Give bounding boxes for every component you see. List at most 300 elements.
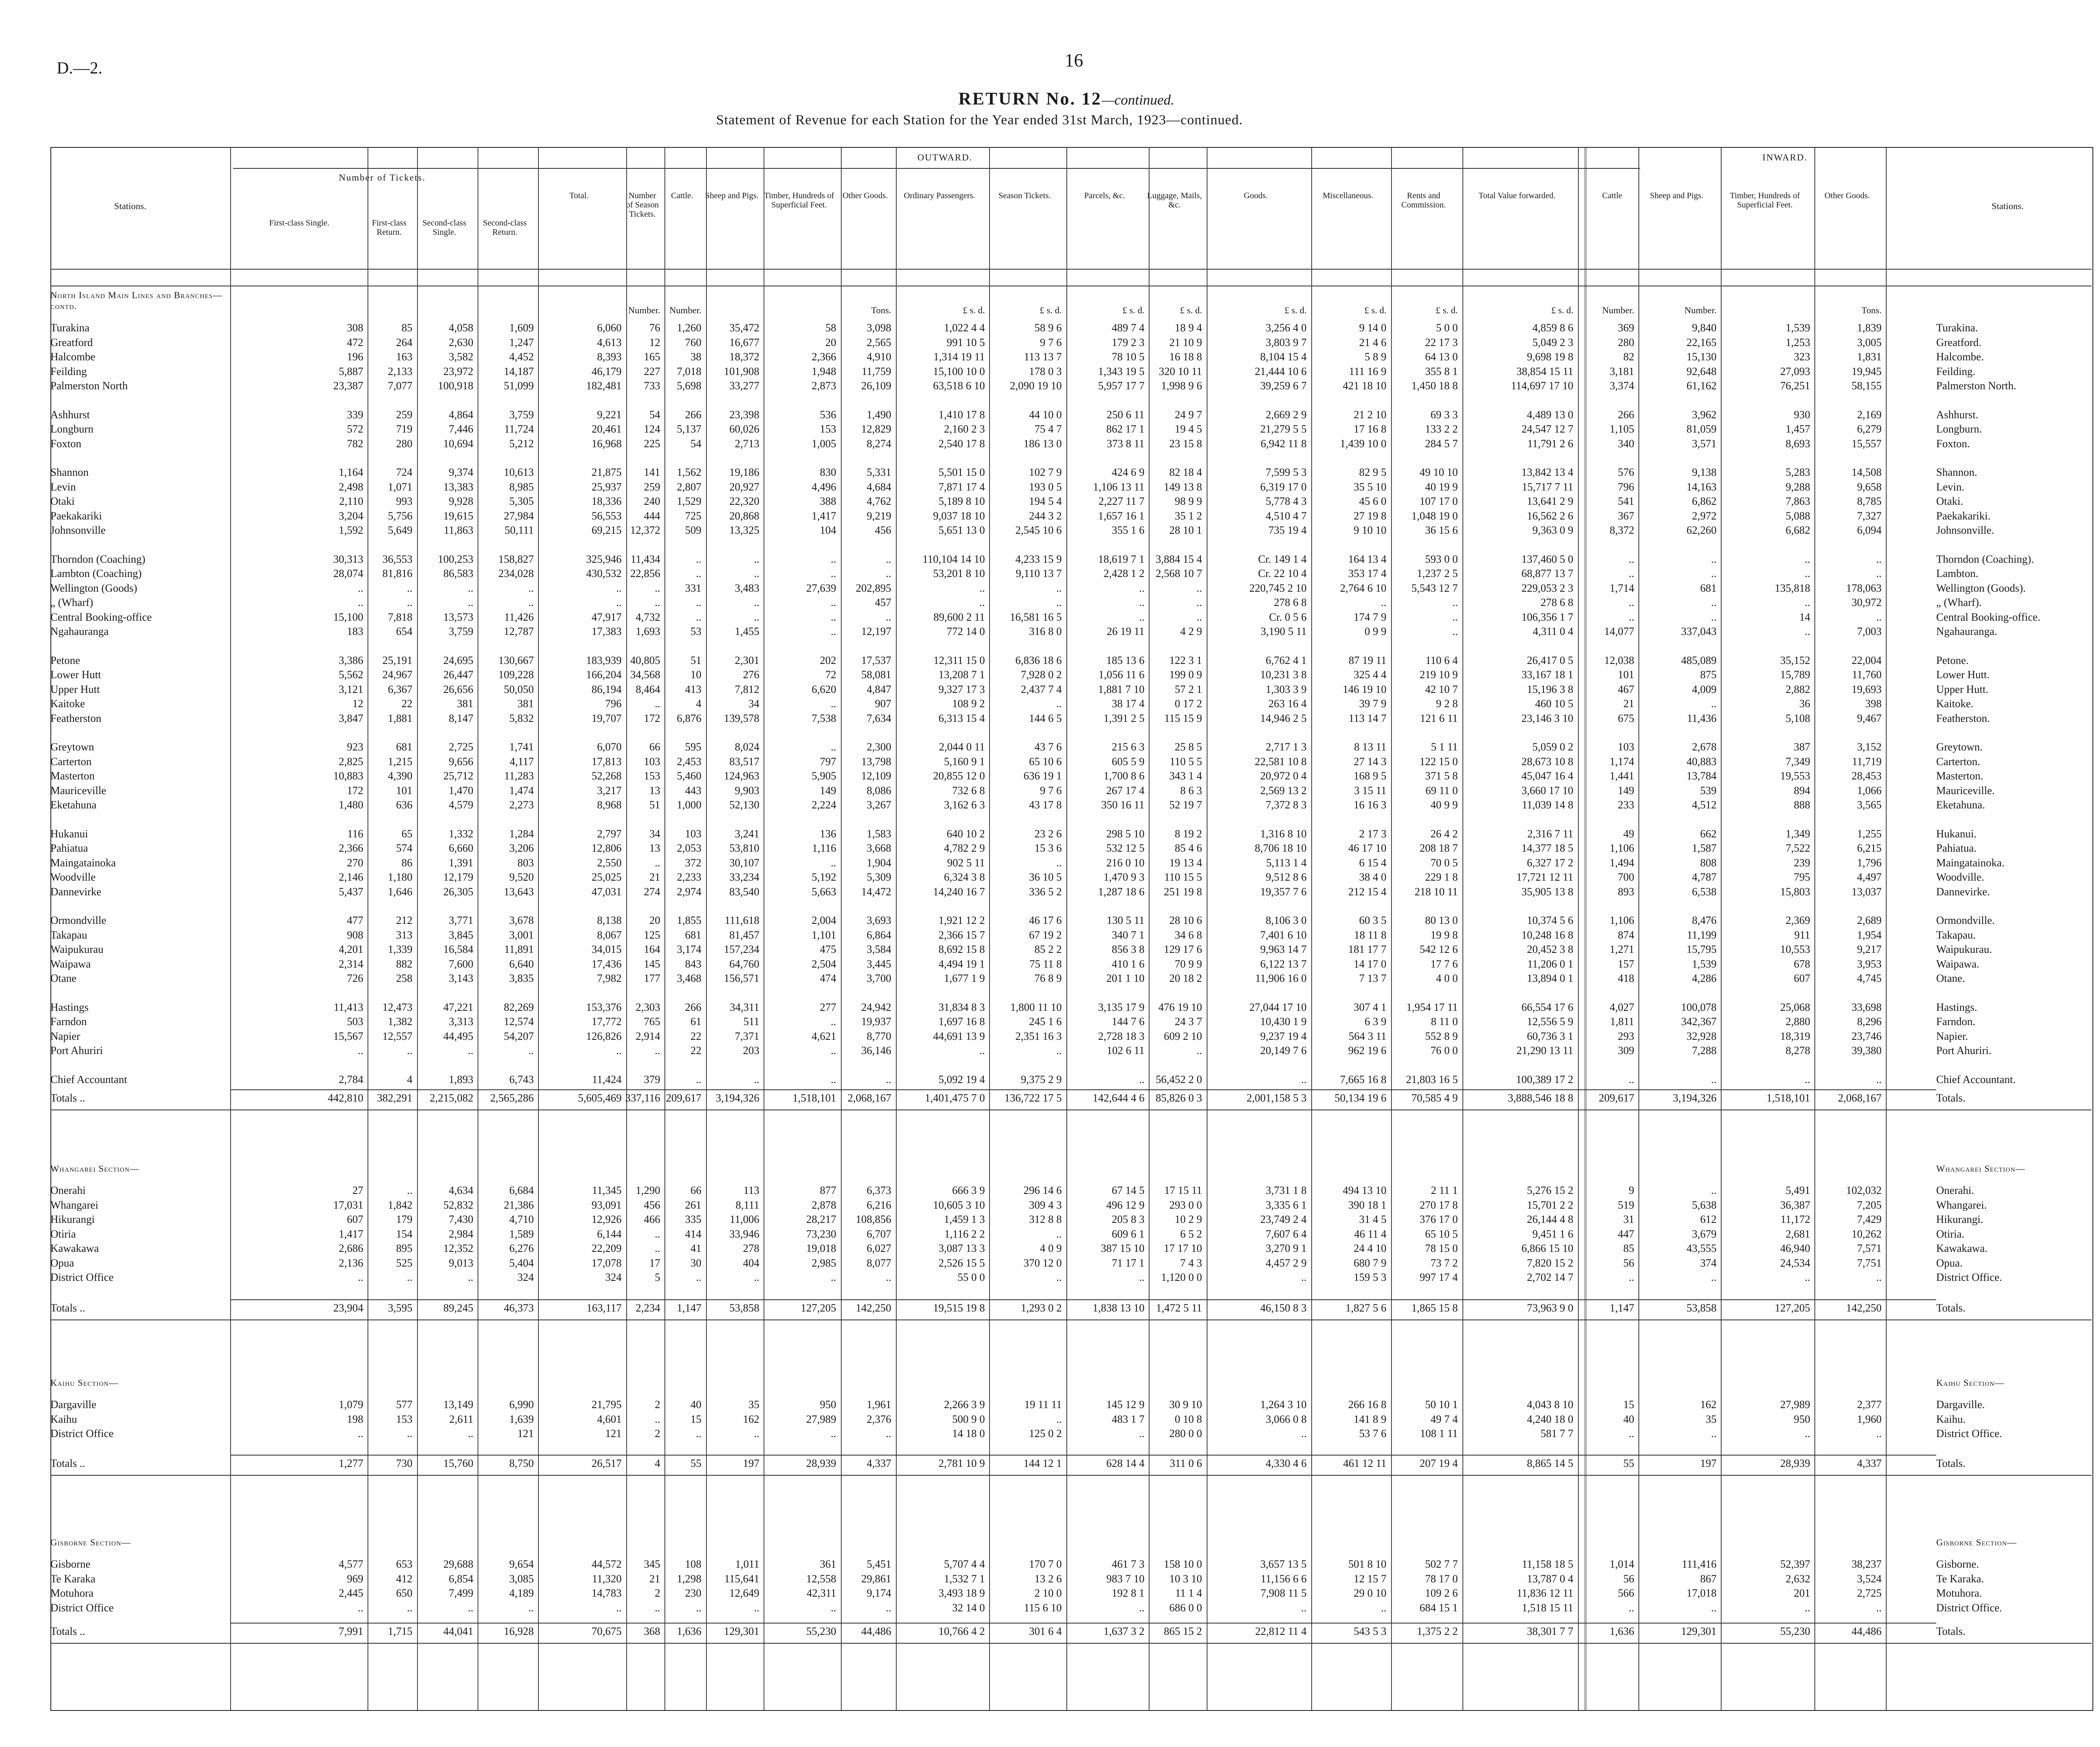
total-cell: 730 — [396, 1457, 412, 1469]
value-cell: 1,480 — [339, 799, 363, 811]
value-cell: 9,237 19 4 — [1260, 1030, 1307, 1042]
total-cell: 1,147 — [677, 1302, 701, 1314]
value-cell: 11,283 — [504, 770, 534, 782]
station-name: Featherston — [50, 712, 102, 724]
value-cell: .. — [1139, 611, 1144, 623]
value-cell: 110 6 4 — [1425, 654, 1458, 666]
value-cell: 381 — [517, 698, 534, 710]
value-cell: 9,138 — [1692, 466, 1717, 478]
value-cell: .. — [1876, 1271, 1882, 1283]
value-cell: 11,039 14 8 — [1522, 799, 1573, 811]
value-cell: 15 — [1623, 1398, 1634, 1411]
value-cell: 19,707 — [591, 712, 622, 724]
value-cell: 2,611 — [449, 1413, 473, 1425]
value-cell: 11,345 — [592, 1184, 622, 1196]
value-cell: 3,152 — [1857, 741, 1882, 753]
total-cell: 55 — [1623, 1457, 1634, 1469]
value-cell: 5,113 1 4 — [1266, 857, 1307, 869]
value-cell: 29,688 — [443, 1558, 473, 1570]
value-cell: 4,233 15 9 — [1015, 553, 1062, 565]
value-cell: 103 — [685, 828, 701, 840]
value-cell: 1,105 — [1609, 423, 1634, 435]
column-header: Parcels, &c. — [1084, 191, 1125, 200]
value-cell: 2,972 — [1692, 510, 1717, 522]
value-cell: 35 — [748, 1398, 759, 1411]
value-cell: 145 12 9 — [1106, 1398, 1144, 1411]
value-cell: 16 16 3 — [1354, 799, 1386, 811]
value-cell: 186 13 0 — [1024, 438, 1062, 450]
value-cell: 2,713 — [735, 438, 759, 450]
value-cell: 681 — [396, 741, 412, 753]
value-cell: .. — [1711, 1427, 1717, 1440]
value-cell: 308 — [347, 322, 363, 334]
station-name-right: Kaitoke. — [1936, 698, 1974, 710]
value-cell: 25,191 — [382, 654, 412, 666]
value-cell: 244 3 2 — [1029, 510, 1062, 522]
value-cell: 369 — [1618, 322, 1634, 334]
value-cell: 39,380 — [1851, 1044, 1882, 1057]
station-name: Greytown — [50, 741, 94, 753]
value-cell: 179 2 3 — [1112, 336, 1144, 349]
value-cell: 1,290 — [635, 1184, 660, 1196]
value-cell: 229 1 8 — [1425, 871, 1458, 883]
value-cell: 6,538 — [1692, 886, 1717, 898]
value-cell: 911 — [1794, 929, 1810, 941]
value-cell: 8,770 — [866, 1030, 891, 1042]
value-cell: 25 8 5 — [1175, 741, 1202, 753]
value-cell: Cr. 22 10 4 — [1258, 567, 1307, 580]
value-cell: 379 — [644, 1073, 660, 1086]
value-cell: 1,215 — [388, 755, 412, 768]
value-cell: 9,288 — [1785, 481, 1810, 493]
total-cell: 209,617 — [1599, 1092, 1634, 1104]
value-cell: 26 4 2 — [1431, 828, 1458, 840]
value-cell: 10,694 — [443, 438, 473, 450]
station-name: Ormondville — [50, 914, 106, 926]
value-cell: 19,693 — [1851, 683, 1882, 695]
value-cell: .. — [528, 1602, 534, 1614]
value-cell: 26,144 4 8 — [1527, 1213, 1573, 1225]
total-cell: 55,230 — [1780, 1625, 1810, 1637]
value-cell: 525 — [396, 1257, 412, 1269]
value-cell: 6,144 — [597, 1228, 622, 1240]
value-cell: 7 4 3 — [1180, 1257, 1202, 1269]
value-cell: 4,621 — [811, 1030, 836, 1042]
value-cell: .. — [1056, 698, 1062, 710]
total-cell: 382,291 — [377, 1092, 412, 1104]
value-cell: 12 — [649, 336, 660, 349]
station-name: Petone — [50, 654, 80, 666]
value-cell: 1,589 — [509, 1228, 534, 1240]
value-cell: 340 7 1 — [1112, 929, 1144, 941]
value-cell: 7,499 — [449, 1587, 473, 1599]
value-cell: 564 3 11 — [1348, 1030, 1386, 1042]
station-name: Johnsonville — [50, 524, 106, 536]
value-cell: 3,483 — [735, 582, 759, 594]
value-cell: 3,066 0 8 — [1265, 1413, 1307, 1425]
value-cell: .. — [696, 611, 701, 623]
value-cell: 1,316 8 10 — [1260, 828, 1307, 840]
value-cell: 82,269 — [504, 1001, 534, 1013]
value-cell: 13,643 — [504, 886, 534, 898]
value-cell: 1,587 — [1692, 842, 1717, 854]
page-number: 16 — [1065, 50, 1083, 71]
value-cell: 1,539 — [1785, 322, 1810, 334]
value-cell: 28,453 — [1851, 770, 1882, 782]
value-cell: 15 — [690, 1413, 701, 1425]
value-cell: 220,745 2 10 — [1249, 582, 1307, 594]
total-cell: 3,194,326 — [1673, 1092, 1717, 1104]
value-cell: 14,163 — [1686, 481, 1717, 493]
value-cell: 21,444 10 6 — [1255, 365, 1307, 378]
value-cell: 7,288 — [1692, 1044, 1717, 1057]
value-cell: 1,921 12 2 — [938, 914, 985, 926]
value-cell: 373 8 11 — [1106, 438, 1144, 450]
value-cell: .. — [1629, 553, 1634, 565]
column-header: Sheep and Pigs. — [705, 191, 759, 200]
value-cell: 2,807 — [677, 481, 701, 493]
value-cell: .. — [468, 1602, 473, 1614]
value-cell: 16,968 — [591, 438, 622, 450]
value-cell: 12,473 — [382, 1001, 412, 1013]
value-cell: 86 — [402, 857, 412, 869]
value-cell: 124,963 — [724, 770, 759, 782]
table-row — [0, 322, 2100, 336]
value-cell: 4,390 — [388, 770, 412, 782]
value-cell: 156,571 — [724, 972, 759, 984]
value-cell: 862 17 1 — [1106, 423, 1144, 435]
value-cell: 325,946 — [586, 553, 622, 565]
total-cell: 1,147 — [1609, 1302, 1634, 1314]
value-cell: 3,835 — [509, 972, 534, 984]
column-header: Number of Season Tickets. — [626, 191, 659, 219]
value-cell: Cr. 149 1 4 — [1258, 553, 1307, 565]
value-cell: 1,298 — [677, 1573, 701, 1585]
value-cell: 684 15 1 — [1420, 1602, 1458, 1614]
value-cell: 7,812 — [735, 683, 759, 695]
value-cell: 9,374 — [449, 466, 473, 478]
value-cell: 12,806 — [591, 842, 622, 854]
value-cell: 5,189 8 10 — [938, 495, 985, 507]
value-cell: 30 9 10 — [1169, 1398, 1202, 1411]
column-header: Timber, Hundreds of Superficial Feet. — [1730, 191, 1800, 210]
value-cell: 8,985 — [509, 481, 534, 493]
station-name: District Office — [50, 1602, 114, 1614]
value-cell: .. — [1381, 1602, 1386, 1614]
total-cell: 50,134 19 6 — [1334, 1092, 1386, 1104]
table-row — [0, 958, 2100, 972]
value-cell: 11,426 — [504, 611, 534, 623]
value-cell: 17 15 11 — [1164, 1184, 1202, 1196]
value-cell: 5,331 — [866, 466, 891, 478]
station-name: Ngahauranga — [50, 625, 109, 637]
value-cell: 23,746 — [1851, 1030, 1882, 1042]
value-cell: 7,982 — [597, 972, 622, 984]
value-cell: 1,079 — [339, 1398, 363, 1411]
value-cell: 902 5 11 — [947, 857, 985, 869]
value-cell: 17 7 6 — [1431, 958, 1458, 970]
value-cell: 109,228 — [498, 669, 534, 681]
station-name-right: Turakina. — [1936, 322, 1978, 334]
value-cell: 6,279 — [1857, 423, 1882, 435]
station-name-right: District Office. — [1936, 1427, 2002, 1440]
value-cell: .. — [1056, 1271, 1062, 1283]
value-cell: 16,581 16 5 — [1010, 611, 1062, 623]
value-cell: 3,571 — [1692, 438, 1717, 450]
value-cell: 6,854 — [449, 1573, 473, 1585]
value-cell: 650 — [396, 1587, 412, 1599]
value-cell: 47,221 — [443, 1001, 473, 1013]
section-title: Kaihu Section— — [50, 1377, 119, 1388]
value-cell: 34,568 — [630, 669, 660, 681]
value-cell: 116 — [347, 828, 363, 840]
value-cell: 259 — [644, 481, 660, 493]
value-cell: .. — [831, 567, 836, 580]
value-cell: 276 — [743, 669, 759, 681]
value-cell: 3,657 13 5 — [1260, 1558, 1307, 1570]
value-cell: 2 10 0 — [1034, 1587, 1062, 1599]
value-cell: 323 — [1794, 351, 1810, 363]
value-cell: 882 — [396, 958, 412, 970]
value-cell: .. — [979, 1044, 985, 1057]
totals-bottom-rule — [50, 1475, 2092, 1476]
value-cell: 7,349 — [1785, 755, 1810, 768]
value-cell: 1,800 11 10 — [1010, 1001, 1062, 1013]
value-cell: 58,155 — [1851, 380, 1882, 392]
value-cell: 101,908 — [724, 365, 759, 378]
unit-label: Tons. — [1861, 305, 1882, 315]
value-cell: 23,749 2 4 — [1260, 1213, 1307, 1225]
value-cell: 3,087 13 3 — [938, 1242, 985, 1254]
value-cell: .. — [1711, 1271, 1717, 1283]
value-cell: 457 — [875, 596, 891, 609]
value-cell: 430,532 — [586, 567, 622, 580]
value-cell: 2,090 19 10 — [1010, 380, 1062, 392]
value-cell: 962 19 6 — [1348, 1044, 1386, 1057]
value-cell: 6,373 — [866, 1184, 891, 1196]
value-cell: 6,866 15 10 — [1521, 1242, 1573, 1254]
value-cell: 9 7 6 — [1040, 336, 1062, 349]
value-cell: 4 0 9 — [1040, 1242, 1062, 1254]
value-cell: 1,893 — [449, 1073, 473, 1086]
value-cell: .. — [831, 1271, 836, 1283]
value-cell: 126,826 — [586, 1030, 622, 1042]
value-cell: 1,657 16 1 — [1098, 510, 1144, 522]
value-cell: 2 11 1 — [1431, 1184, 1458, 1196]
value-cell: 12 15 7 — [1354, 1573, 1386, 1585]
value-cell: 22 — [402, 698, 412, 710]
value-cell: 636 — [396, 799, 412, 811]
value-cell: 552 8 9 — [1425, 1030, 1458, 1042]
value-cell: 2,044 0 11 — [939, 741, 985, 753]
table-row — [0, 1242, 2100, 1256]
value-cell: 8,067 — [597, 929, 622, 941]
value-cell: 13 — [649, 784, 660, 797]
value-cell: 2,681 — [1785, 1228, 1810, 1240]
value-cell: 109 2 6 — [1425, 1587, 1458, 1599]
table-row — [0, 1044, 2100, 1059]
value-cell: 53,201 8 10 — [933, 567, 985, 580]
value-cell: 17,031 — [333, 1199, 363, 1211]
total-cell: 209,617 — [666, 1092, 701, 1104]
value-cell: .. — [1711, 698, 1717, 710]
total-cell: 53,858 — [1686, 1302, 1717, 1314]
value-cell: 1,948 — [811, 365, 836, 378]
value-cell: 9,174 — [866, 1587, 891, 1599]
value-cell: 5,491 — [1785, 1184, 1810, 1196]
value-cell: 8,372 — [1609, 524, 1634, 536]
totals-row — [0, 1625, 2100, 1639]
value-cell: 21 4 6 — [1359, 336, 1386, 349]
value-cell: 666 3 9 — [952, 1184, 985, 1196]
station-name: Motuhora — [50, 1587, 94, 1599]
value-cell: 250 6 11 — [1106, 409, 1144, 421]
value-cell: 2,702 14 7 — [1527, 1271, 1573, 1283]
value-cell: 108 — [685, 1558, 701, 1570]
value-cell: 239 — [1794, 857, 1810, 869]
value-cell: 2,146 — [339, 871, 363, 883]
value-cell: 49 10 10 — [1420, 466, 1458, 478]
value-cell: 15 3 6 — [1034, 842, 1062, 854]
table-row — [0, 524, 2100, 538]
value-cell: 219 10 9 — [1420, 669, 1458, 681]
value-cell: .. — [1805, 596, 1810, 609]
value-cell: 7,077 — [388, 380, 412, 392]
value-cell: 60 3 5 — [1359, 914, 1386, 926]
value-cell: 1,470 9 3 — [1103, 871, 1144, 883]
total-cell: 1,293 0 2 — [1021, 1302, 1062, 1314]
value-cell: 1,441 — [1609, 770, 1634, 782]
value-cell: .. — [655, 1602, 660, 1614]
value-cell: 950 — [1794, 1413, 1810, 1425]
value-cell: 3,374 — [1609, 380, 1634, 392]
value-cell: .. — [696, 596, 701, 609]
value-cell: 7,571 — [1857, 1242, 1882, 1254]
value-cell: 5,698 — [677, 380, 701, 392]
value-cell: 4,787 — [1692, 871, 1717, 883]
value-cell: 111,618 — [724, 914, 759, 926]
station-name-right: Woodville. — [1936, 871, 1984, 883]
value-cell: 11,413 — [333, 1001, 363, 1013]
value-cell: 15,100 10 0 — [933, 365, 985, 378]
value-cell: 66 — [690, 1184, 701, 1196]
value-cell: 2,678 — [1692, 741, 1717, 753]
value-cell: 2,565 — [866, 336, 891, 349]
value-cell: 4,058 — [449, 322, 473, 334]
totals-rule — [231, 1455, 1936, 1456]
value-cell: 70 0 5 — [1431, 857, 1458, 869]
table-row — [0, 842, 2100, 856]
total-cell: 1,637 3 2 — [1103, 1625, 1144, 1637]
table-row — [0, 1184, 2100, 1199]
column-header: Ordinary Passengers. — [904, 191, 975, 200]
value-cell: 11,836 12 11 — [1517, 1587, 1573, 1599]
value-cell: 3,962 — [1692, 409, 1717, 421]
value-cell: 13,641 2 9 — [1527, 495, 1573, 507]
value-cell: 1,343 19 5 — [1098, 365, 1144, 378]
value-cell: 26 19 11 — [1106, 625, 1144, 637]
value-cell: 2,784 — [339, 1073, 363, 1086]
value-cell: 803 — [517, 857, 534, 869]
value-cell: 28 10 6 — [1169, 914, 1202, 926]
value-cell: .. — [754, 1073, 759, 1086]
total-cell: 543 5 3 — [1354, 1625, 1386, 1637]
value-cell: 110,104 14 10 — [922, 553, 985, 565]
value-cell: 6 15 4 — [1359, 857, 1386, 869]
value-cell: .. — [696, 1073, 701, 1086]
value-cell: 35 1 2 — [1175, 510, 1202, 522]
station-name-right: Otiria. — [1936, 1228, 1965, 1240]
value-cell: .. — [696, 1602, 701, 1614]
unit-label: £ s. d. — [1180, 305, 1202, 315]
value-cell: 13,037 — [1851, 886, 1882, 898]
value-cell: 4,201 — [339, 943, 363, 955]
value-cell: 4,009 — [1692, 683, 1717, 695]
value-cell: 266 — [1618, 409, 1634, 421]
value-cell: 843 — [685, 958, 701, 970]
total-cell: 73,963 9 0 — [1527, 1302, 1573, 1314]
value-cell: 398 — [1865, 698, 1882, 710]
column-header: Miscellaneous. — [1323, 191, 1373, 200]
value-cell: 2,686 — [339, 1242, 363, 1254]
value-cell: 2,437 7 4 — [1021, 683, 1062, 695]
value-cell: 2,110 — [339, 495, 363, 507]
value-cell: 133 2 2 — [1425, 423, 1458, 435]
value-cell: 24 9 7 — [1175, 409, 1202, 421]
table-row — [0, 1001, 2100, 1015]
value-cell: 19,945 — [1851, 365, 1882, 378]
value-cell: 1,529 — [677, 495, 701, 507]
value-cell: .. — [1711, 553, 1717, 565]
value-cell: 5,212 — [509, 438, 534, 450]
value-cell: 25,025 — [591, 871, 622, 883]
value-cell: 3,121 — [339, 683, 363, 695]
value-cell: 49 7 4 — [1431, 1413, 1458, 1425]
value-cell: 874 — [1618, 929, 1634, 941]
value-cell: 41 — [690, 1242, 701, 1254]
value-cell: 3,759 — [509, 409, 534, 421]
value-cell: 14,077 — [1604, 625, 1634, 637]
value-cell: 23,146 3 10 — [1521, 712, 1573, 724]
value-cell: 163 — [396, 351, 412, 363]
value-cell: 9,110 13 7 — [1016, 567, 1062, 580]
value-cell: 192 8 1 — [1112, 1587, 1144, 1599]
value-cell: 45 6 0 — [1359, 495, 1386, 507]
value-cell: 1,609 — [509, 322, 534, 334]
totals-label-right: Totals. — [1936, 1457, 1966, 1469]
value-cell: 9 2 8 — [1436, 698, 1458, 710]
value-cell: 11,719 — [1852, 755, 1882, 768]
value-cell: 278 6 8 — [1541, 596, 1573, 609]
value-cell: 4,910 — [866, 351, 891, 363]
total-cell: 163,117 — [586, 1302, 622, 1314]
value-cell: 158 10 0 — [1164, 1558, 1202, 1570]
stations-header: Stations. — [114, 201, 147, 211]
total-cell: 142,250 — [856, 1302, 891, 1314]
table-row — [0, 625, 2100, 640]
value-cell: .. — [616, 596, 622, 609]
value-cell: 3,241 — [735, 828, 759, 840]
value-cell: 25,937 — [591, 481, 622, 493]
total-cell: 38,301 7 7 — [1527, 1625, 1573, 1637]
value-cell: 185 13 6 — [1106, 654, 1144, 666]
value-cell: 2,227 11 7 — [1098, 495, 1144, 507]
value-cell: 46,179 — [591, 365, 622, 378]
value-cell: 40 — [1623, 1413, 1634, 1425]
value-cell: 125 — [644, 929, 660, 941]
value-cell: 3,217 — [597, 784, 622, 797]
value-cell: 3,700 — [866, 972, 891, 984]
